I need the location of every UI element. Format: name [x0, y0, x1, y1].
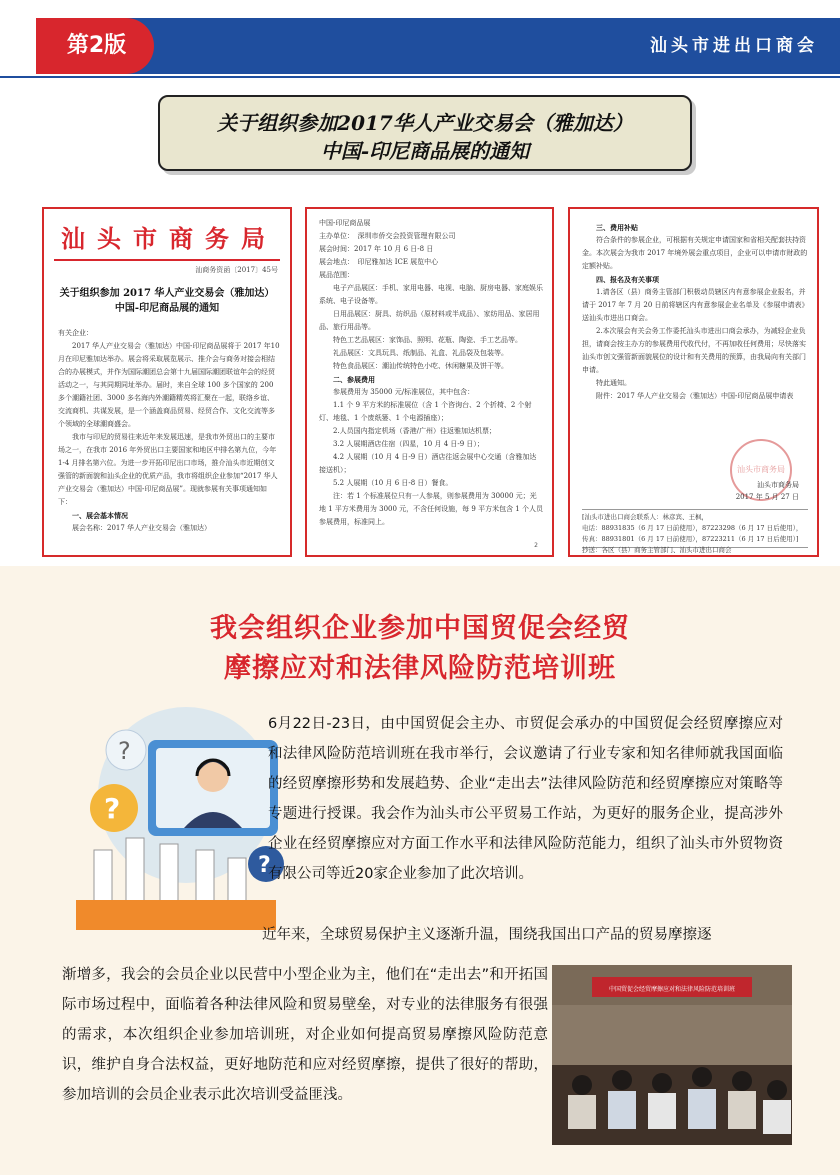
- fee-item: 4.2 人展期（10 月 4 日-9 日）酒店往返会展中心交通（含雅加达接送机）；: [319, 453, 537, 474]
- letterhead: 汕头市商务局: [61, 224, 277, 253]
- fee-item: 5.2 人展期（10 月 6 日-8 日）餐食。: [333, 479, 453, 487]
- document-body-2: [319, 217, 543, 529]
- contact-line: [汕头市进出口商会联系人：林彦宾、王枫，: [582, 513, 709, 521]
- body-paragraph: 我市与印尼的贸易往来近年来发展迅速，是我市外贸出口的主要市场之一，在我市 2016 年外贸出口主要国家和地区中排名第九位，今年 1-4 月排名第六位。为进一步开拓印尼出口市场，推介汕头市近期创文强管的新面貌和汕头企业的优质产品，我市将组织企业参加“2017 华人产业交易会（雅加达）中国-印尼商品展”。现就参展有关事项通知如下：: [58, 433, 278, 506]
- section-heading: 一、展会基本情况: [72, 511, 128, 520]
- illustration-svg: [56, 700, 296, 930]
- scope-item: 日用品展区：厨具、纺织品（原材料或半成品）、家纺用品、家居用品、旅行用品等。: [319, 310, 540, 331]
- fee-item: 1.1 个 9 平方米的标准展位（含 1 个咨询台、2 个折椅、2 个射灯、地毯、1 个废纸篓、1 个电源插座）；: [319, 401, 532, 422]
- registration-item: 1.请各区（县）商务主管部门积极动员辖区内有意参展企业报名，并请于 2017 年 7 月 20 日前将辖区内有意参展企业名单及《参展申请表》送汕头市进出口商会。: [582, 288, 806, 322]
- contact-line: 传真：88931801（6 月 17 日前使用），87223211（6 月 17 日后使用）]: [582, 535, 799, 543]
- article-paragraph-1: 6月22日-23日，由中国贸促会主办、市贸促会承办的中国贸促会经贸摩擦应对和法律风险防范培训班在我市举行，会议邀请了行业专家和知名律师就我国面临的经贸摩擦形势和发展趋势、企业“走出去”法律风险防范和经贸摩擦应对策略等专题进行授课。我会作为汕头市公平贸易工作站，为更好的服务企业，提高涉外企业在经贸摩擦应对方面工作水平和法律风险防范能力，组织了汕头市外贸物资有限公司等近20家企业参加了此次培训。: [268, 716, 783, 882]
- document-title-line2: 中国-印尼商品展的通知: [114, 303, 220, 314]
- body-line: 中国-印尼商品展: [319, 219, 371, 227]
- consulting-illustration: [56, 700, 296, 930]
- contact-line: 电话：88931835（6 月 17 日前使用），87223298（6 月 17 日后使用），: [582, 524, 803, 532]
- attachment-line: 附件：2017 华人产业交易会（雅加达）中国-印尼商品展申请表: [596, 392, 794, 400]
- fee-intro: 参展费用为 35000 元/标准展位，其中包含：: [333, 388, 475, 396]
- article-headline-line1: 我会组织企业参加中国贸促会经贸: [210, 613, 630, 644]
- article-paragraph-2-rest: 渐增多，我会的会员企业以民营中小型企业为主，他们在“走出去”和开拓国际市场过程中，面临着各种法律风险和贸易壁垒，对专业的法律服务有很强的需求，本次组织企业参加培训班，对企业如何提高贸易摩擦风险防范意识，维护自身合法权益，更好地防范和应对经贸摩擦，提供了很好的帮助，参加培训的会员企业表示此次培训受益匪浅。: [62, 967, 548, 1103]
- fee-item: 2.人员国内指定机场（香港/广州）往返雅加达机票；: [333, 427, 497, 435]
- scope-item: 特色食品展区：潮汕传统特色小吃、休闲糖果及饼干等。: [333, 362, 508, 370]
- scope-title: 展品范围：: [319, 271, 354, 279]
- document-title: [54, 286, 280, 316]
- article-paragraph-2-start: 近年来，全球贸易保护主义逐渐升温，围绕我国出口产品的贸易摩擦逐: [262, 927, 712, 943]
- section-heading: 二、参展费用: [333, 375, 375, 384]
- header-rule: [0, 76, 840, 78]
- fee-item: 3.2 人展期酒店住宿（四星，10 月 4 日-9 日）；: [333, 440, 484, 448]
- cc-line: 抄送：各区（县）商务主管部门、汕头市进出口商会: [582, 546, 732, 554]
- attendee: [767, 1080, 787, 1100]
- notice-title-banner: [158, 95, 692, 171]
- section-heading: 四、报名及有关事项: [596, 275, 659, 284]
- exhibition-name: 展会名称：2017 华人产业交易会（雅加达）: [72, 524, 212, 532]
- attendee: [692, 1067, 712, 1087]
- document-page-1: [42, 207, 292, 557]
- question-mark: ?: [104, 792, 121, 825]
- organizer: 主办单位： 深圳市侨交会投资管理有限公司: [319, 232, 456, 240]
- training-photo-svg: [552, 965, 792, 1145]
- body-paragraph: 2017 华人产业交易会（雅加达）中国-印尼商品展将于 2017 年10月在印尼雅加达举办。展会将采取展览展示、推介会与商务对接会相结合的办展模式，并作为国际潮团总会第十九届国际潮团联谊年会的经贸活动之一，与其同期同址举办。届时，来自全球 100 多个国家的 200 多个潮籍社团、3000 多名海内外潮籍精英将汇聚在一起，联络乡谊、交流商机、共谋发展，是一个涵盖商品贸易、经贸合作、文化交流等多个领域的全球潮商盛会。: [58, 342, 280, 428]
- document-number: 汕商务资函〔2017〕45号: [195, 266, 278, 274]
- signature-org: 汕头市商务局: [757, 481, 799, 489]
- article-headline-line2: 摩擦应对和法律风险防范培训班: [224, 653, 616, 684]
- question-mark: ?: [258, 853, 271, 878]
- document-body-1: [58, 327, 280, 535]
- signature-date: 2017 年 5 月 27 日: [735, 493, 799, 501]
- registration-item: 2.本次展会有关会务工作委托汕头市进出口商会承办，为减轻企业负担，请商会按主办方的参展费用代收代付，不再加收任何费用；尽快落实汕头市创文强管新面貌展位的设计和有关费用的预算，由我局向有关部门申请。: [582, 327, 806, 374]
- document-body-3: [582, 221, 808, 403]
- photo-banner-text: 中国贸促会经贸摩擦应对和法律风险防范培训班: [608, 986, 736, 993]
- page-number: 2: [534, 542, 538, 549]
- salutation: 有关企业：: [58, 329, 93, 337]
- scope-item: 礼品展区：文具玩具、纸制品、礼盒、礼品袋及包装等。: [333, 349, 508, 357]
- section-heading: 三、费用补贴: [596, 223, 638, 232]
- subsidy-text: 符合条件的参展企业，可根据有关规定申请国家和省相关配套扶持资金。本次展会为我市 2017 年境外展会重点项目，企业可以申请市财政的定额补贴。: [582, 236, 808, 270]
- contact-block: [582, 509, 808, 548]
- question-mark: ?: [118, 737, 131, 765]
- document-page-2: [305, 207, 554, 557]
- letterhead-rule: [54, 259, 280, 261]
- signature-block: [736, 479, 799, 503]
- notice-title-line2: 中国-印尼商品展的通知: [320, 139, 530, 163]
- venue: 展会地点： 印尼雅加达 ICE 展览中心: [319, 258, 439, 266]
- fee-note: 注：若 1 个标准展位只有一人参展，则参展费用为 30000 元；光地 1 平方米费用为 3000 元，不含任何设施，每 9 平方米包含 1 个人员参展费用，标准同上。: [319, 492, 543, 526]
- edition-label: 第2版: [66, 33, 127, 58]
- closing-line: 特此通知。: [596, 379, 631, 387]
- attendee: [652, 1073, 672, 1093]
- sleeves: [76, 900, 276, 930]
- attendee: [732, 1071, 752, 1091]
- official-seal: 汕头市商务局: [730, 439, 792, 501]
- organization-name: 汕头市进出口商会: [650, 36, 818, 56]
- scope-item: 特色工艺品展区：家饰品、照明、花瓶、陶瓷、手工艺品等。: [333, 336, 522, 344]
- document-page-3: [568, 207, 819, 557]
- training-photo: [552, 965, 792, 1145]
- attendee: [612, 1070, 632, 1090]
- header-left-gap: [0, 18, 36, 74]
- notice-title-line1: 关于组织参加2017华人产业交易会（雅加达）: [217, 111, 633, 135]
- scope-item: 电子产品展区：手机、家用电器、电视、电脑、厨房电器、家庭娱乐系统、电子设备等。: [319, 284, 543, 305]
- attendee: [572, 1075, 592, 1095]
- dates: 展会时间：2017 年 10 月 6 日-8 日: [319, 245, 434, 253]
- document-title-line1: 关于组织参加 2017 华人产业交易会（雅加达）: [59, 288, 275, 299]
